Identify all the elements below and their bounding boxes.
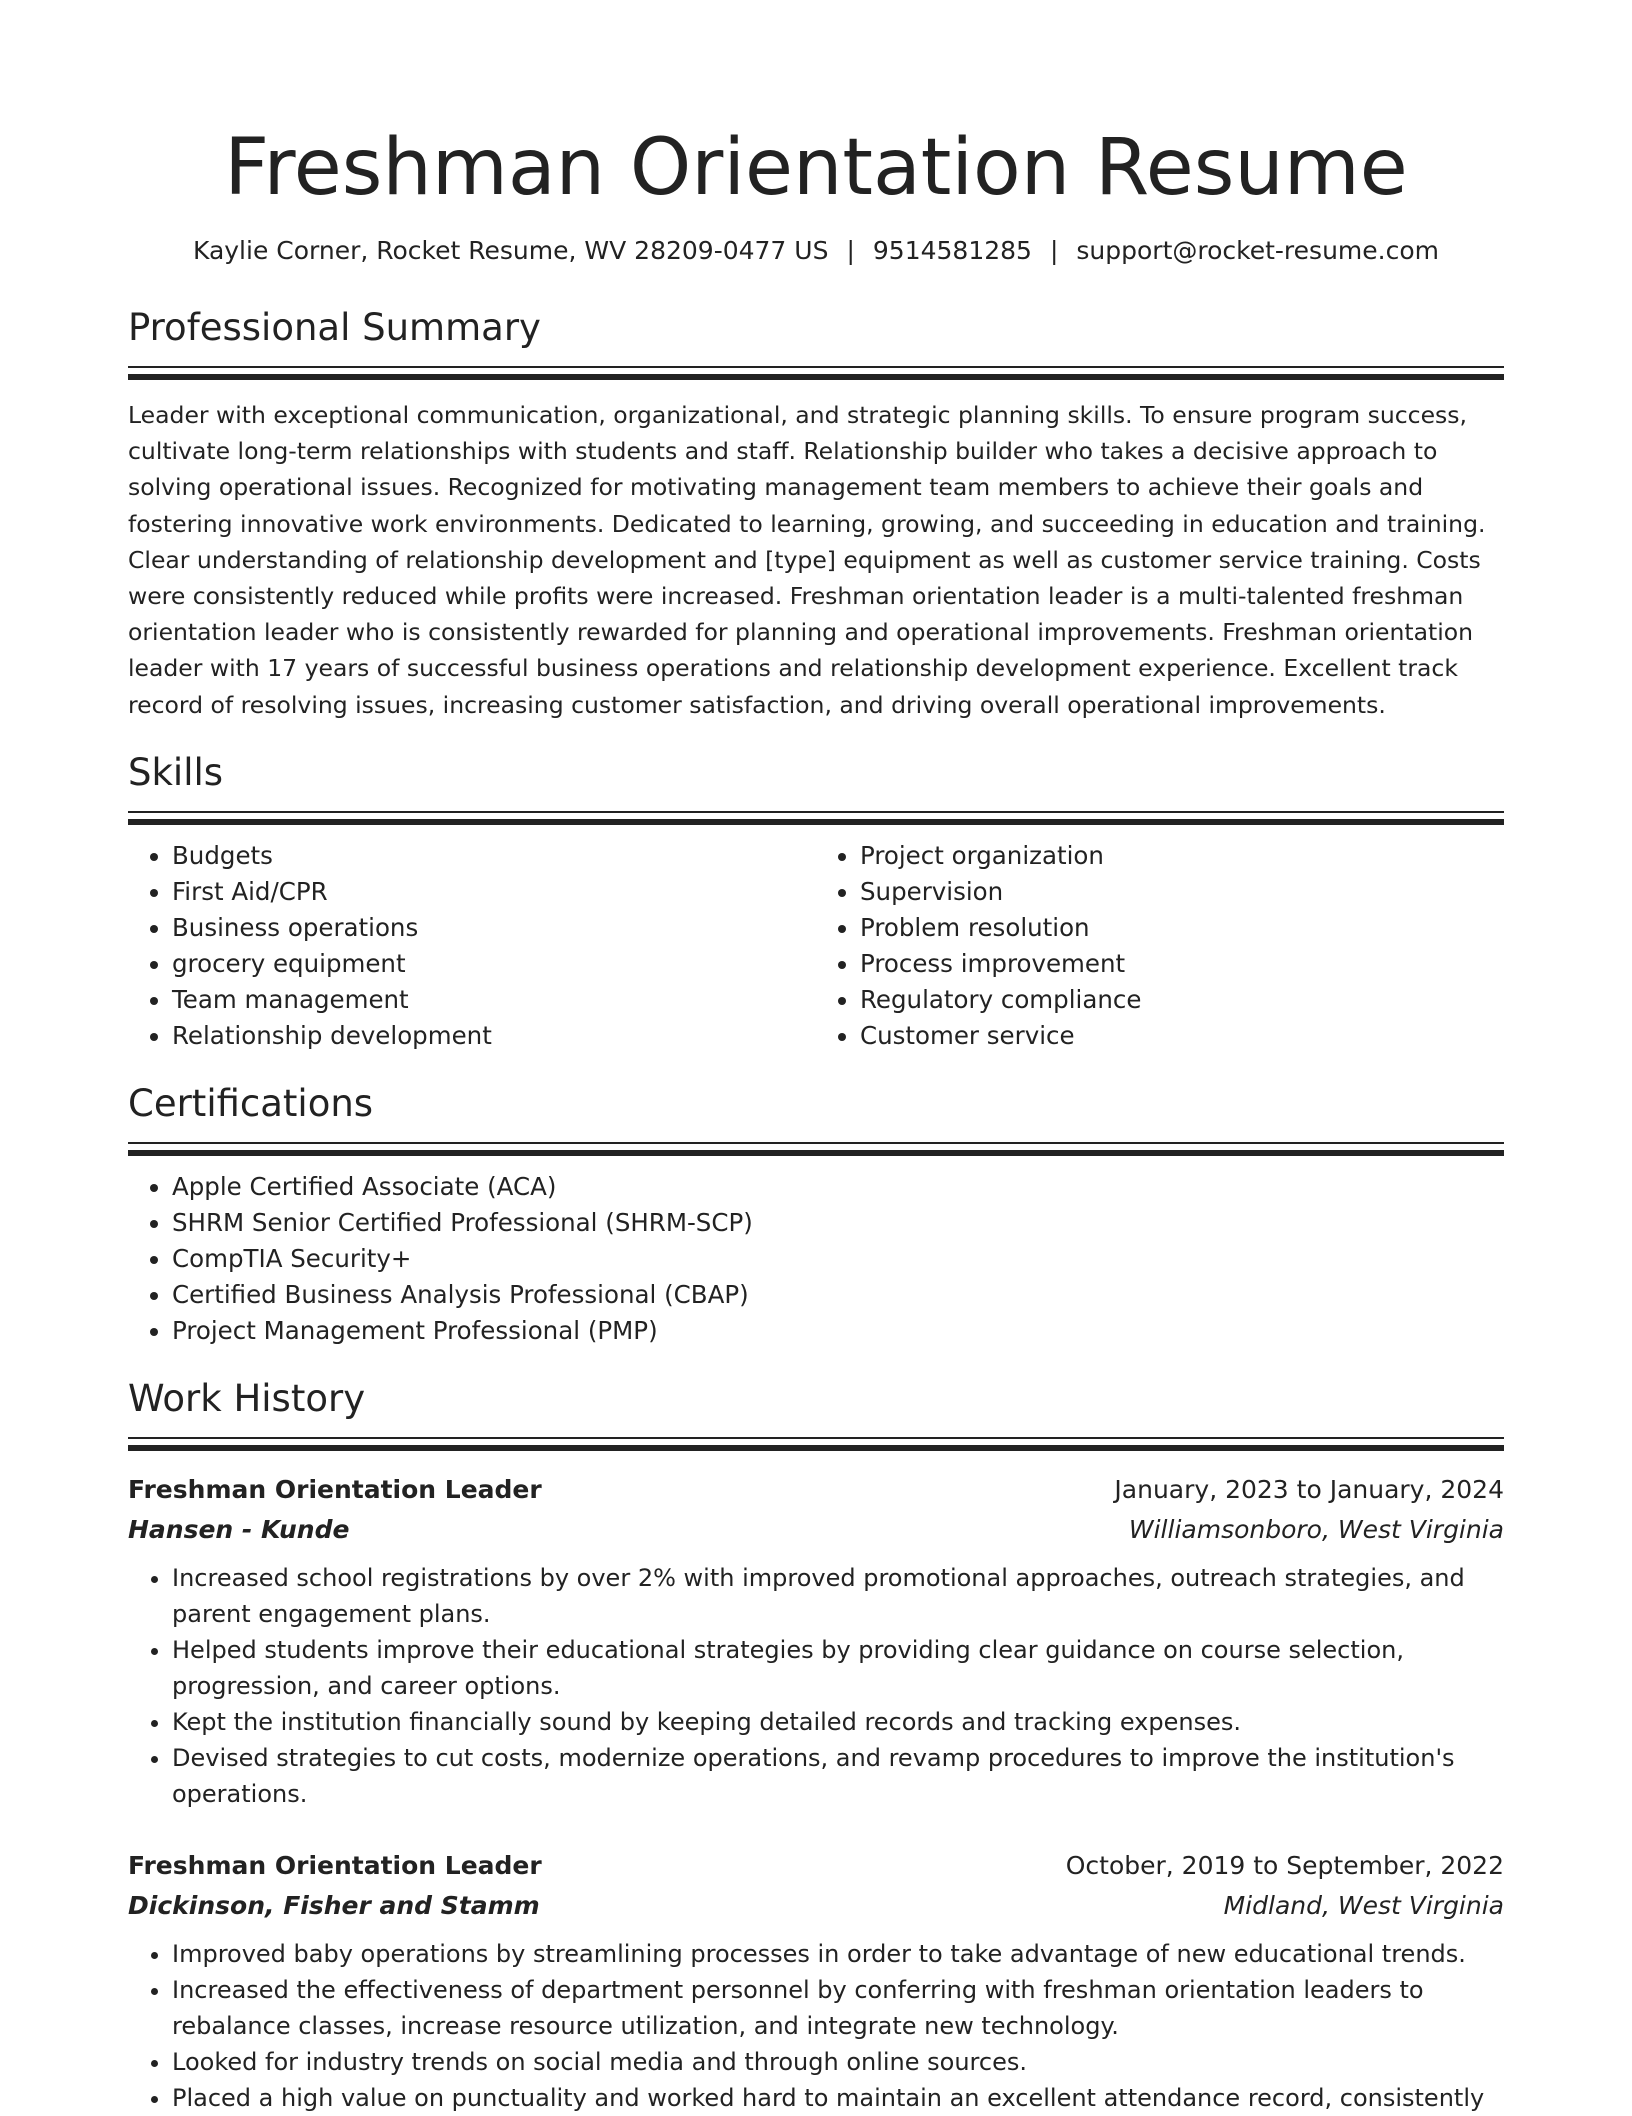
contact-email: support@rocket-resume.com bbox=[1076, 236, 1439, 265]
job-bullet: • Placed a high value on punctuality and worked hard to maintain an excellent attendance record, consistently bbox=[172, 2080, 1504, 2116]
job-location: Williamsonboro, West Virginia bbox=[1128, 1514, 1504, 1544]
certification-item: • SHRM Senior Certified Professional (SHRM-SCP) bbox=[172, 1205, 1504, 1241]
skill-item: • Problem resolution bbox=[860, 910, 1504, 946]
section-heading-certifications: Certifications bbox=[128, 1081, 374, 1125]
contact-phone: 9514581285 bbox=[872, 236, 1032, 265]
certifications-list bbox=[128, 1169, 1504, 1349]
skill-item: • grocery equipment bbox=[172, 946, 816, 982]
job-entry bbox=[128, 1846, 1504, 2116]
skill-item: • Budgets bbox=[172, 838, 816, 874]
job-bullets bbox=[128, 1560, 1504, 1812]
section-heading-summary: Professional Summary bbox=[128, 306, 541, 349]
job-dates: October, 2019 to September, 2022 bbox=[1065, 1850, 1504, 1880]
skill-item: • Regulatory compliance bbox=[860, 982, 1504, 1018]
skills-grid bbox=[128, 826, 1504, 1054]
summary-section bbox=[128, 304, 1504, 723]
job-header-row bbox=[128, 1470, 1504, 1510]
section-heading-work-history: Work History bbox=[128, 1376, 366, 1420]
certification-item: • Project Management Professional (PMP) bbox=[172, 1313, 1504, 1349]
skill-item: • Team management bbox=[172, 982, 816, 1018]
job-subheader-row bbox=[128, 1510, 1504, 1550]
resume-page bbox=[128, 0, 1504, 2116]
resume-title: Freshman Orientation Resume bbox=[224, 123, 1408, 213]
job-bullet: • Devised strategies to cut costs, modernize operations, and revamp procedures to improve the institution's operations. bbox=[172, 1740, 1504, 1812]
skill-item: • Project organization bbox=[860, 838, 1504, 874]
job-bullet: • Improved baby operations by streamlining processes in order to take advantage of new educational trends. bbox=[172, 1936, 1504, 1972]
job-bullets bbox=[128, 1936, 1504, 2116]
section-divider bbox=[128, 1437, 1504, 1452]
certification-item: • Certified Business Analysis Professional (CBAP) bbox=[172, 1277, 1504, 1313]
skills-list-left bbox=[128, 838, 816, 1054]
skills-section bbox=[128, 749, 1504, 1054]
job-bullet: • Helped students improve their educational strategies by providing clear guidance on course selection, progression, and career options. bbox=[172, 1632, 1504, 1704]
skill-item: • Customer service bbox=[860, 1018, 1504, 1054]
job-location: Midland, West Virginia bbox=[1223, 1890, 1504, 1920]
job-title: Freshman Orientation Leader bbox=[128, 1474, 542, 1504]
job-title: Freshman Orientation Leader bbox=[128, 1850, 542, 1880]
skill-item: • Supervision bbox=[860, 874, 1504, 910]
skill-item: • Relationship development bbox=[172, 1018, 816, 1054]
certification-item: • CompTIA Security+ bbox=[172, 1241, 1504, 1277]
section-heading-skills: Skills bbox=[128, 750, 224, 794]
contact-address: Kaylie Corner, Rocket Resume, WV 28209-0477 US bbox=[192, 236, 829, 265]
work-history-section bbox=[128, 1375, 1504, 2116]
summary-text: Leader with exceptional communication, organizational, and strategic planning skills. To ensure program success, cultivate long-term relationships with students and staff. Relationship builder who takes a decisive approach to solving operational issues. Recognized for motivating management team members to achieve their goals and fostering innovative work environments. Dedicated to learning, growing, and succeeding in education and training. Clear understanding of relationship development and [type] equipment as well as customer service training. Costs were consistently reduced while profits were increased. Freshman orientation leader is a multi-talented freshman orientation leader who is consistently rewarded for planning and operational improvements. Freshman orientation leader with 17 years of successful business operations and relationship development experience. Excellent track record of resolving issues, increasing customer satisfaction, and driving overall operational improvements. bbox=[128, 401, 1486, 719]
job-header-row bbox=[128, 1846, 1504, 1886]
contact-separator: | bbox=[1049, 236, 1059, 265]
certification-item: • Apple Certified Associate (ACA) bbox=[172, 1169, 1504, 1205]
job-subheader-row bbox=[128, 1886, 1504, 1926]
section-divider bbox=[128, 811, 1504, 826]
section-divider bbox=[128, 366, 1504, 381]
skill-item: • Process improvement bbox=[860, 946, 1504, 982]
job-bullet: • Increased the effectiveness of department personnel by conferring with freshman orientation leaders to rebalance classes, increase resource utilization, and integrate new technology. bbox=[172, 1972, 1504, 2044]
job-bullet: • Looked for industry trends on social media and through online sources. bbox=[172, 2044, 1504, 2080]
job-company: Dickinson, Fisher and Stamm bbox=[128, 1890, 540, 1920]
job-bullet: • Kept the institution financially sound by keeping detailed records and tracking expenses. bbox=[172, 1704, 1504, 1740]
contact-line bbox=[128, 234, 1504, 268]
skills-list-right bbox=[816, 838, 1504, 1054]
job-dates: January, 2023 to January, 2024 bbox=[1114, 1474, 1504, 1504]
skill-item: • Business operations bbox=[172, 910, 816, 946]
job-bullet: • Increased school registrations by over 2% with improved promotional approaches, outreach strategies, and parent engagement plans. bbox=[172, 1560, 1504, 1632]
certifications-section bbox=[128, 1080, 1504, 1349]
job-company: Hansen - Kunde bbox=[128, 1514, 350, 1544]
skill-item: • First Aid/CPR bbox=[172, 874, 816, 910]
job-entry bbox=[128, 1470, 1504, 1812]
contact-separator: | bbox=[846, 236, 855, 265]
section-divider bbox=[128, 1142, 1504, 1157]
